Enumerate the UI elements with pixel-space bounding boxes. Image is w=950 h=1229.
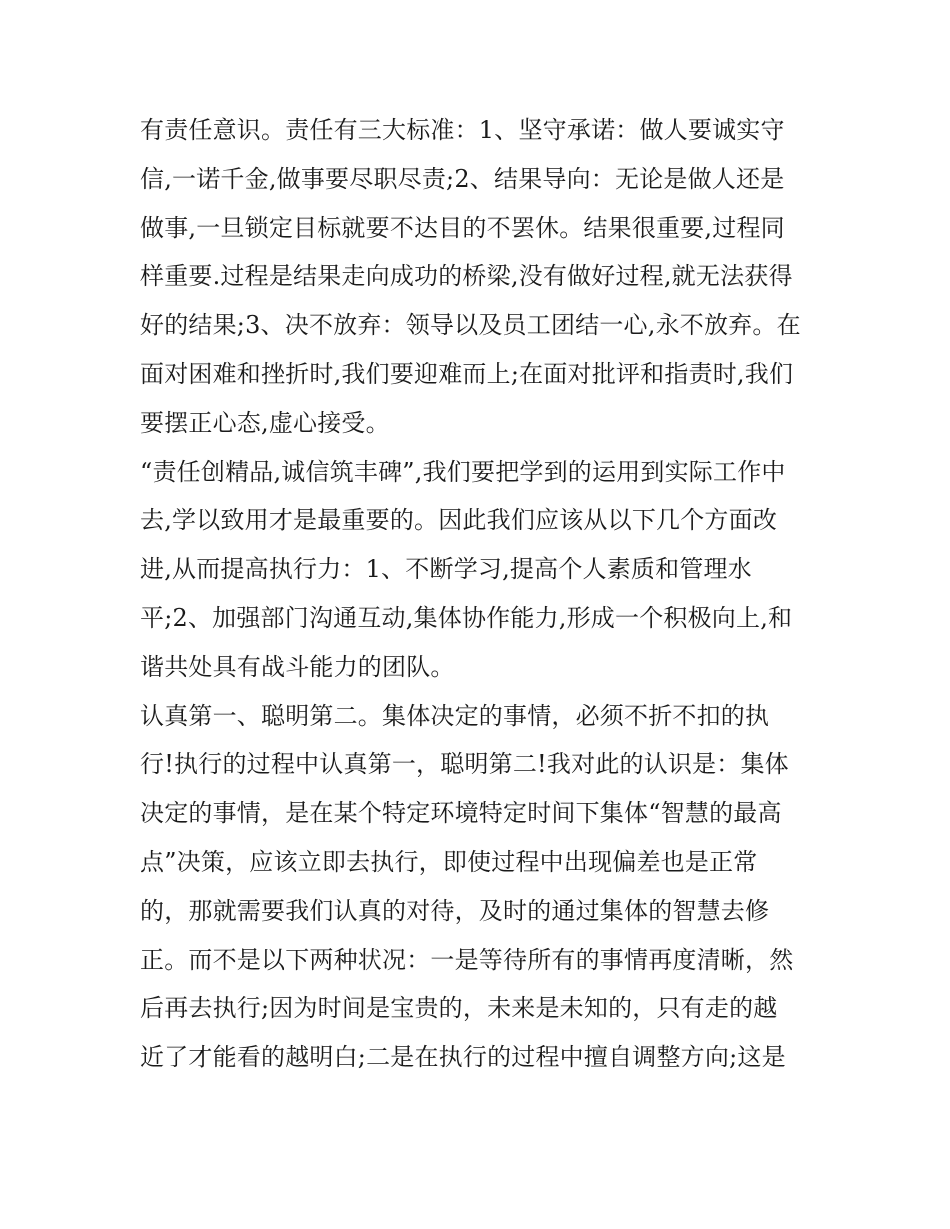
text-line: 去,学以致用才是最重要的。因此我们应该从以下几个方面改 [140, 506, 778, 535]
text-line: 认真第一、聪明第二。集体决定的事情，必须不折不扣的执 [140, 701, 770, 730]
text-line: 进,从而提高执行力：1、不断学习,提高个人素质和管理水 [140, 555, 752, 584]
text-line: 点”决策，应该立即去执行，即使过程中出现偏差也是正常 [140, 847, 758, 876]
text-line: 面对困难和挫折时,我们要迎难而上;在面对批评和指责时,我们 [140, 359, 794, 388]
text-line: 正。而不是以下两种状况：一是等待所有的事情再度清晰，然 [140, 945, 794, 974]
text-line: 好的结果;3、决不放弃：领导以及员工团结一心,永不放弃。在 [140, 311, 801, 340]
text-line: 信,一诺千金,做事要尽职尽责;2、结果导向：无论是做人还是 [140, 164, 785, 193]
text-line: 有责任意识。责任有三大标准：1、坚守承诺：做人要诚实守 [140, 116, 785, 144]
text-line: 行!执行的过程中认真第一，聪明第二!我对此的认识是：集体 [140, 750, 789, 779]
text-line: 做事,一旦锁定目标就要不达目的不罢休。结果很重要,过程同 [140, 213, 785, 242]
text-line: 后再去执行;因为时间是宝贵的，未来是未知的，只有走的越 [140, 994, 778, 1023]
text-line: 样重要.过程是结果走向成功的桥梁,没有做好过程,就无法获得 [140, 262, 793, 291]
text-line: 决定的事情，是在某个特定环境特定时间下集体“智慧的最高 [140, 799, 782, 828]
text-line: 平;2、加强部门沟通互动,集体协作能力,形成一个积极向上,和 [140, 603, 793, 632]
text-line: 的，那就需要我们认真的对待，及时的通过集体的智慧去修 [140, 896, 770, 925]
text-line: 要摆正心态,虚心接受。 [140, 408, 390, 437]
text-line: 近了才能看的越明白;二是在执行的过程中擅自调整方向;这是 [140, 1043, 786, 1072]
body-text [140, 106, 820, 1082]
text-line: “责任创精品,诚信筑丰碑”,我们要把学到的运用到实际工作中 [140, 457, 786, 486]
text-line: 谐共处具有战斗能力的团队。 [140, 652, 455, 681]
